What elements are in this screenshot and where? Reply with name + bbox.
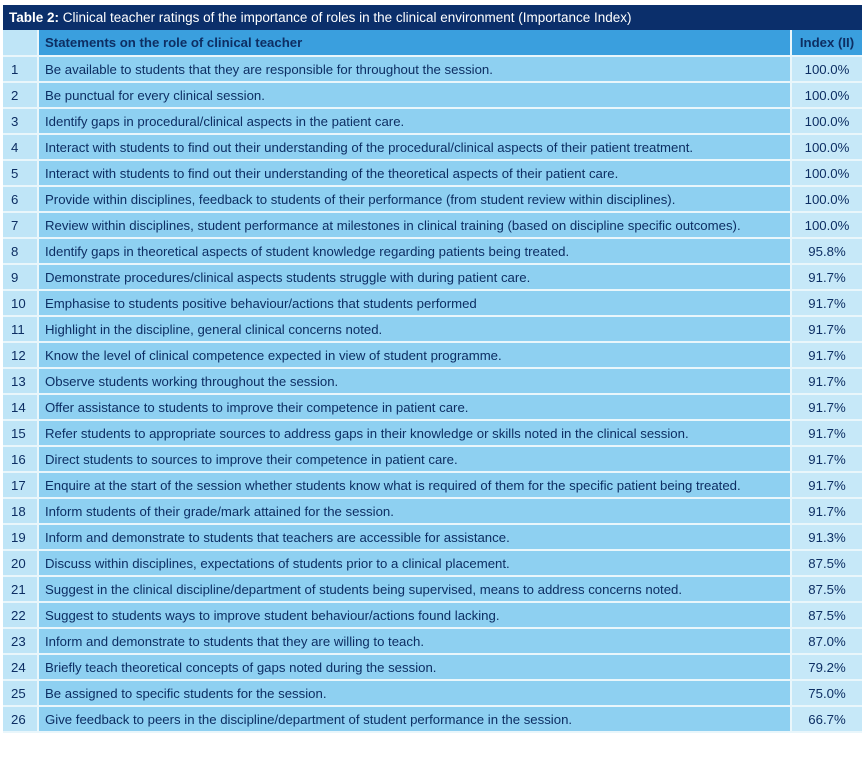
table-body bbox=[3, 57, 862, 733]
row-index-value: 100.0% bbox=[792, 57, 862, 83]
table-container bbox=[3, 5, 862, 733]
table-title-text: Clinical teacher ratings of the importance of roles in the clinical environment (Importance Index) bbox=[59, 10, 632, 25]
table-row bbox=[3, 629, 862, 655]
row-index-value: 87.0% bbox=[792, 629, 862, 655]
row-number: 12 bbox=[3, 343, 39, 369]
row-statement: Inform students of their grade/mark attained for the session. bbox=[39, 499, 792, 525]
header-number bbox=[3, 30, 39, 57]
row-statement: Inform and demonstrate to students that teachers are accessible for assistance. bbox=[39, 525, 792, 551]
row-number: 2 bbox=[3, 83, 39, 109]
table-row bbox=[3, 369, 862, 395]
row-index-value: 91.7% bbox=[792, 291, 862, 317]
row-number: 13 bbox=[3, 369, 39, 395]
table-row bbox=[3, 317, 862, 343]
row-number: 7 bbox=[3, 213, 39, 239]
row-statement: Briefly teach theoretical concepts of gaps noted during the session. bbox=[39, 655, 792, 681]
row-index-value: 79.2% bbox=[792, 655, 862, 681]
row-statement: Identify gaps in procedural/clinical aspects in the patient care. bbox=[39, 109, 792, 135]
row-number: 19 bbox=[3, 525, 39, 551]
row-statement: Discuss within disciplines, expectations of students prior to a clinical placement. bbox=[39, 551, 792, 577]
row-index-value: 91.7% bbox=[792, 369, 862, 395]
row-statement: Observe students working throughout the session. bbox=[39, 369, 792, 395]
row-number: 21 bbox=[3, 577, 39, 603]
row-number: 22 bbox=[3, 603, 39, 629]
row-number: 6 bbox=[3, 187, 39, 213]
table-row bbox=[3, 577, 862, 603]
row-index-value: 100.0% bbox=[792, 161, 862, 187]
table-row bbox=[3, 551, 862, 577]
table-header-row bbox=[3, 30, 862, 57]
table-row bbox=[3, 213, 862, 239]
row-number: 1 bbox=[3, 57, 39, 83]
table-row bbox=[3, 291, 862, 317]
table-row bbox=[3, 161, 862, 187]
table-row bbox=[3, 395, 862, 421]
row-number: 3 bbox=[3, 109, 39, 135]
row-index-value: 91.7% bbox=[792, 343, 862, 369]
row-index-value: 91.7% bbox=[792, 447, 862, 473]
row-index-value: 87.5% bbox=[792, 551, 862, 577]
row-statement: Suggest to students ways to improve student behaviour/actions found lacking. bbox=[39, 603, 792, 629]
row-index-value: 100.0% bbox=[792, 187, 862, 213]
header-statement: Statements on the role of clinical teacher bbox=[39, 30, 792, 57]
row-number: 25 bbox=[3, 681, 39, 707]
table-row bbox=[3, 681, 862, 707]
row-index-value: 100.0% bbox=[792, 109, 862, 135]
row-statement: Demonstrate procedures/clinical aspects students struggle with during patient care. bbox=[39, 265, 792, 291]
row-index-value: 91.3% bbox=[792, 525, 862, 551]
table-row bbox=[3, 135, 862, 161]
row-index-value: 91.7% bbox=[792, 499, 862, 525]
row-number: 17 bbox=[3, 473, 39, 499]
row-index-value: 66.7% bbox=[792, 707, 862, 733]
row-index-value: 91.7% bbox=[792, 395, 862, 421]
table-title-label: Table 2: bbox=[9, 10, 60, 25]
table-row bbox=[3, 603, 862, 629]
table-row bbox=[3, 707, 862, 733]
row-number: 20 bbox=[3, 551, 39, 577]
row-number: 18 bbox=[3, 499, 39, 525]
row-number: 16 bbox=[3, 447, 39, 473]
header-index: Index (II) bbox=[792, 30, 862, 57]
row-statement: Refer students to appropriate sources to address gaps in their knowledge or skills noted in the clinical session. bbox=[39, 421, 792, 447]
row-number: 4 bbox=[3, 135, 39, 161]
row-statement: Enquire at the start of the session whether students know what is required of them for the specific patient being treated. bbox=[39, 473, 792, 499]
row-index-value: 87.5% bbox=[792, 577, 862, 603]
row-index-value: 100.0% bbox=[792, 135, 862, 161]
row-index-value: 91.7% bbox=[792, 265, 862, 291]
row-number: 15 bbox=[3, 421, 39, 447]
row-index-value: 100.0% bbox=[792, 213, 862, 239]
row-index-value: 87.5% bbox=[792, 603, 862, 629]
table-row bbox=[3, 83, 862, 109]
row-index-value: 75.0% bbox=[792, 681, 862, 707]
row-number: 10 bbox=[3, 291, 39, 317]
row-statement: Give feedback to peers in the discipline/department of student performance in the session. bbox=[39, 707, 792, 733]
row-number: 5 bbox=[3, 161, 39, 187]
table-row bbox=[3, 57, 862, 83]
row-statement: Direct students to sources to improve their competence in patient care. bbox=[39, 447, 792, 473]
row-statement: Provide within disciplines, feedback to students of their performance (from student review within disciplines). bbox=[39, 187, 792, 213]
row-number: 11 bbox=[3, 317, 39, 343]
row-index-value: 95.8% bbox=[792, 239, 862, 265]
table-title bbox=[3, 5, 862, 30]
row-statement: Interact with students to find out their understanding of the procedural/clinical aspects of their patient treatment. bbox=[39, 135, 792, 161]
table-row bbox=[3, 239, 862, 265]
table-row bbox=[3, 343, 862, 369]
row-statement: Be available to students that they are responsible for throughout the session. bbox=[39, 57, 792, 83]
row-statement: Emphasise to students positive behaviour/actions that students performed bbox=[39, 291, 792, 317]
row-statement: Offer assistance to students to improve their competence in patient care. bbox=[39, 395, 792, 421]
importance-table bbox=[3, 30, 862, 733]
table-row bbox=[3, 655, 862, 681]
row-index-value: 91.7% bbox=[792, 473, 862, 499]
row-number: 24 bbox=[3, 655, 39, 681]
row-statement: Be punctual for every clinical session. bbox=[39, 83, 792, 109]
row-index-value: 91.7% bbox=[792, 317, 862, 343]
row-statement: Know the level of clinical competence expected in view of student programme. bbox=[39, 343, 792, 369]
table-row bbox=[3, 109, 862, 135]
row-statement: Inform and demonstrate to students that they are willing to teach. bbox=[39, 629, 792, 655]
table-row bbox=[3, 421, 862, 447]
row-statement: Interact with students to find out their understanding of the theoretical aspects of their patient care. bbox=[39, 161, 792, 187]
row-index-value: 91.7% bbox=[792, 421, 862, 447]
row-statement: Highlight in the discipline, general clinical concerns noted. bbox=[39, 317, 792, 343]
row-index-value: 100.0% bbox=[792, 83, 862, 109]
table-row bbox=[3, 265, 862, 291]
row-number: 8 bbox=[3, 239, 39, 265]
row-statement: Be assigned to specific students for the session. bbox=[39, 681, 792, 707]
table-row bbox=[3, 187, 862, 213]
row-number: 9 bbox=[3, 265, 39, 291]
table-row bbox=[3, 473, 862, 499]
row-number: 26 bbox=[3, 707, 39, 733]
table-row bbox=[3, 525, 862, 551]
table-row bbox=[3, 447, 862, 473]
row-statement: Review within disciplines, student performance at milestones in clinical training (based on discipline specific outcomes). bbox=[39, 213, 792, 239]
table-row bbox=[3, 499, 862, 525]
row-statement: Identify gaps in theoretical aspects of student knowledge regarding patients being treated. bbox=[39, 239, 792, 265]
row-statement: Suggest in the clinical discipline/department of students being supervised, means to address concerns noted. bbox=[39, 577, 792, 603]
row-number: 14 bbox=[3, 395, 39, 421]
row-number: 23 bbox=[3, 629, 39, 655]
